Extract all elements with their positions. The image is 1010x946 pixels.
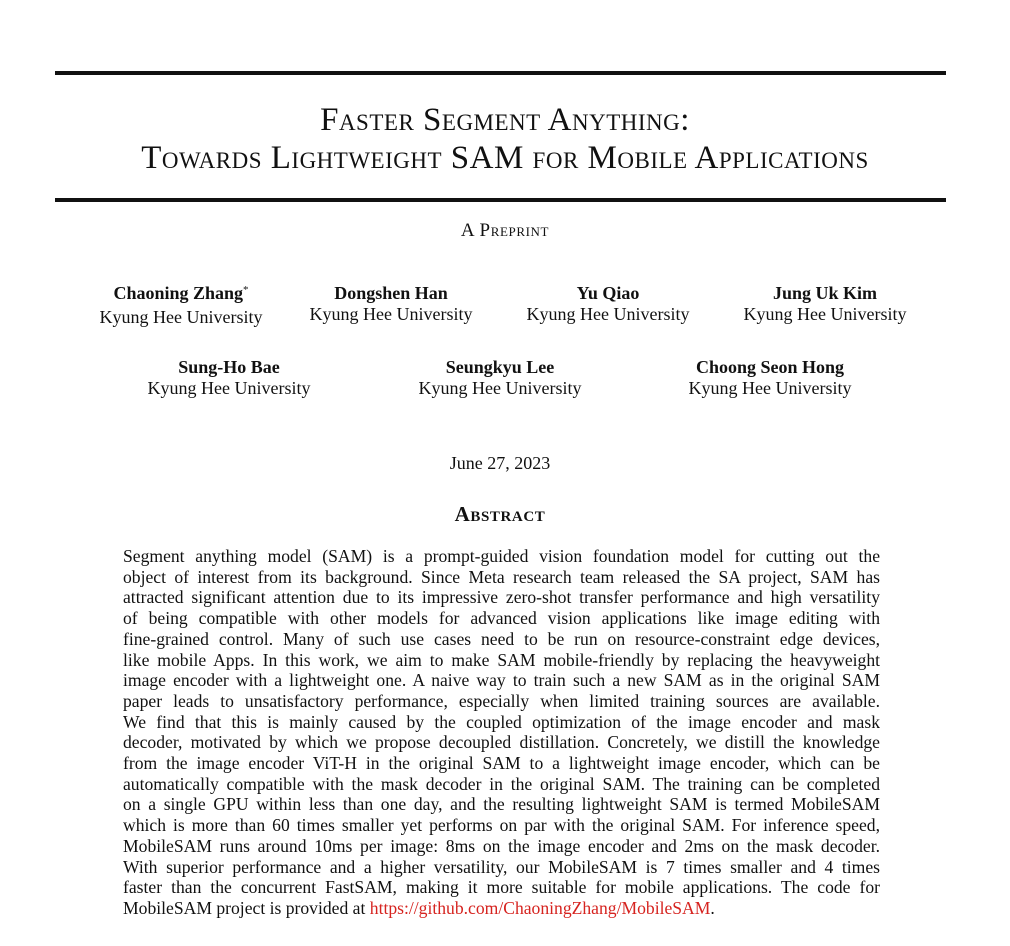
corresponding-author-mark: * [243, 284, 249, 296]
abstract-line: attracted significant attention due to its impressive zero-shot transfer performance and high versatility [123, 587, 880, 608]
title-bottom-rule [55, 198, 946, 202]
abstract-line: We find that this is mainly caused by the coupled optimization of the image encoder and mask [123, 711, 880, 732]
author-name: Seungkyu Lee [445, 357, 555, 377]
title-top-rule [55, 71, 946, 75]
abstract-last-period: . [710, 897, 715, 918]
author-block [119, 357, 339, 399]
abstract-line: paper leads to unsatisfactory performance, especially when limited training sources are available. [123, 690, 880, 711]
author-block [71, 283, 291, 328]
author-block [715, 283, 935, 325]
author-affiliation: Kyung Hee University [309, 304, 473, 324]
abstract-line [123, 898, 880, 919]
abstract-line: which is more than 60 times smaller yet performs on par with the original SAM. For inference speed, [123, 815, 880, 836]
abstract-body [123, 546, 880, 919]
author-name: Dongshen Han [334, 283, 448, 303]
paper-title-line-1: Faster Segment Anything: [320, 102, 690, 138]
author-affiliation: Kyung Hee University [99, 307, 263, 327]
author-name: Jung Uk Kim [772, 283, 878, 303]
abstract-line: With superior performance and a higher versatility, our MobileSAM is 7 times smaller and 4 times [123, 856, 880, 877]
author-name: Choong Seon Hong [695, 357, 845, 377]
abstract-line: Segment anything model (SAM) is a prompt-guided vision foundation model for cutting out the [123, 546, 880, 566]
author-affiliation: Kyung Hee University [418, 378, 582, 398]
abstract-heading: Abstract [454, 502, 546, 526]
abstract-line: MobileSAM runs around 10ms per image: 8ms on the image encoder and 2ms on the mask decoder. [123, 835, 880, 856]
abstract-line: decoder, motivated by which we propose decoupled distillation. Concretely, we distill the knowledge [123, 732, 880, 753]
abstract-last-text: MobileSAM project is provided at [123, 897, 370, 918]
author-block [390, 357, 610, 399]
author-block [660, 357, 880, 399]
abstract-line: like mobile Apps. In this work, we aim to make SAM mobile-friendly by replacing the heavyweight [123, 649, 880, 670]
author-affiliation: Kyung Hee University [743, 304, 907, 324]
author-name: Yu Qiao [576, 283, 640, 303]
author-name: Chaoning Zhang* [113, 283, 249, 303]
preprint-label: A Preprint [460, 220, 550, 241]
author-affiliation: Kyung Hee University [526, 304, 690, 324]
abstract-line: automatically compatible with the mask decoder in the original SAM. The training can be completed [123, 773, 880, 794]
abstract-line: on a single GPU within less than one day, and the resulting lightweight SAM is termed MobileSAM [123, 794, 880, 815]
abstract-line: object of interest from its background. Since Meta research team released the SA project, SAM has [123, 566, 880, 587]
author-affiliation: Kyung Hee University [688, 378, 852, 398]
author-name: Sung-Ho Bae [178, 357, 280, 377]
abstract-line: from the image encoder ViT-H in the original SAM to a lightweight image encoder, which can be [123, 753, 880, 774]
abstract-line: fine-grained control. Many of such use cases need to be run on resource-constraint edge devices, [123, 628, 880, 649]
publication-date: June 27, 2023 [449, 453, 551, 473]
abstract-line: of being compatible with other models for advanced vision applications like image editing with [123, 608, 880, 629]
paper-title-line-2: Towards Lightweight SAM for Mobile Applications [141, 140, 869, 176]
author-block [281, 283, 501, 325]
author-affiliation: Kyung Hee University [147, 378, 311, 398]
github-repo-link[interactable]: https://github.com/ChaoningZhang/MobileSAM [369, 897, 711, 918]
author-block [498, 283, 718, 325]
abstract-line: image encoder with a lightweight one. A naive way to train such a new SAM as in the original SAM [123, 670, 880, 691]
abstract-line: faster than the concurrent FastSAM, making it more suitable for mobile applications. The code for [123, 877, 880, 898]
